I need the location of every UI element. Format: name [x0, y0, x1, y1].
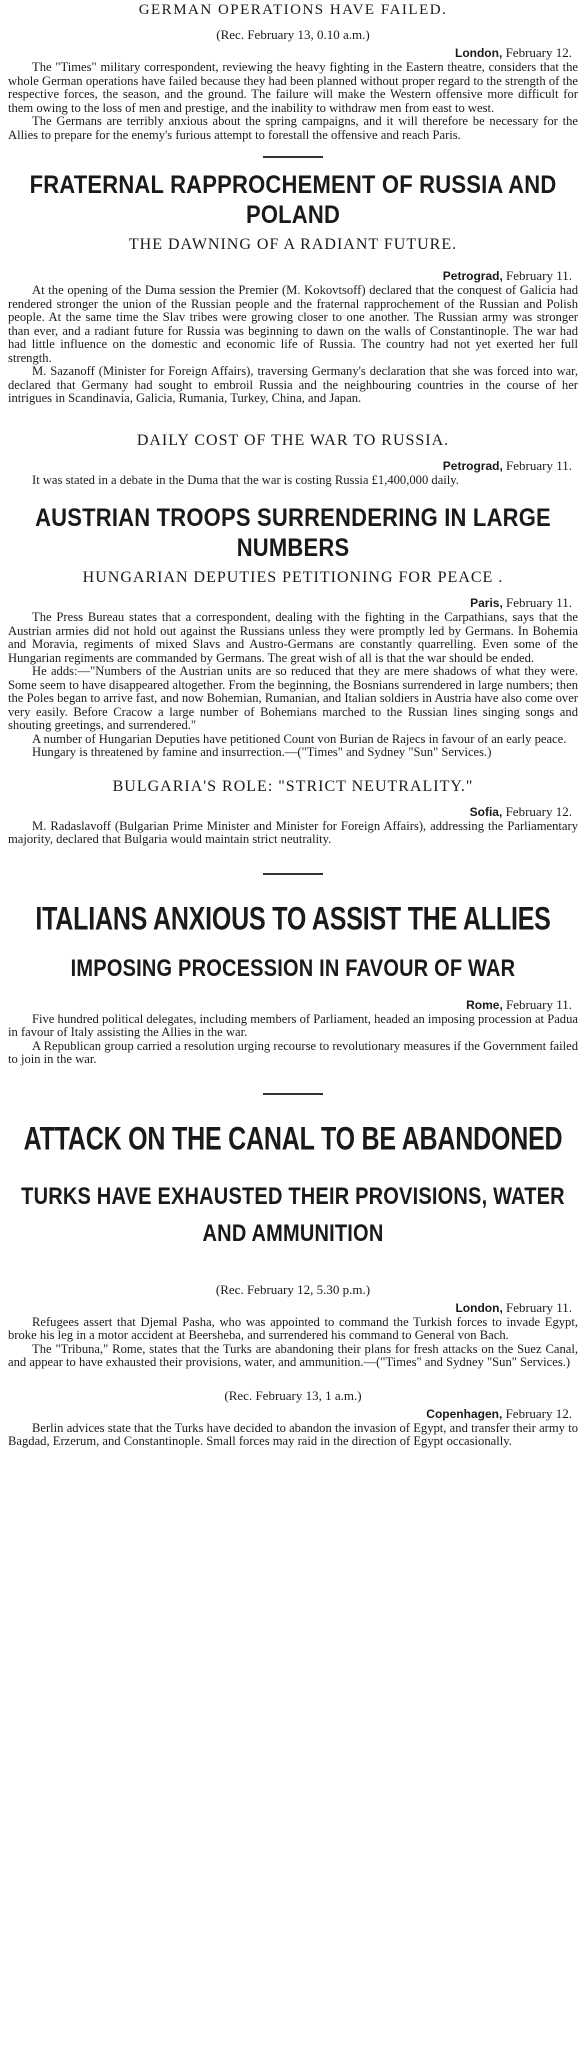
dateline-place: Rome, [466, 997, 503, 1012]
paragraph: Refugees assert that Djemal Pasha, who was appointed to command the Turkish forces to invade Egypt, broke his leg in a motor accident at Beersheba, and surrendered his command to General von Bach. [8, 1314, 578, 1342]
dateline-date: February 12. [505, 1405, 572, 1421]
article-german-operations [0, 2, 586, 142]
dateline-date: February 12. [505, 803, 572, 819]
dateline-place: London, [454, 46, 503, 60]
paragraph: M. Radaslavoff (Bulgarian Prime Minister and Minister for Foreign Affairs), addressing the Parliamentary majority, declared that Bulgaria would maintain strict neutrality. [8, 818, 578, 846]
paragraph: M. Sazanoff (Minister for Foreign Affairs), traversing Germany's declaration that she was forced into war, declared that Germany had sought to embroil Russia and the neighbouring countries in the course of her intrigues in Scandinavia, Galicia, Rumania, Turkey, China, and Japan. [8, 364, 578, 405]
headline: AUSTRIAN TROOPS SURRENDERING IN LARGE NUMBERS [35, 503, 551, 562]
paragraph: It was stated in a debate in the Duma that the war is costing Russia £1,400,000 daily. [32, 472, 459, 487]
article-bulgaria [0, 778, 586, 847]
subheadline: IMPOSING PROCESSION IN FAVOUR OF WAR [70, 955, 516, 982]
dateline [8, 595, 572, 611]
dateline [8, 45, 572, 61]
headline: DAILY COST OF THE WAR TO RUSSIA. [136, 431, 450, 449]
received-time: (Rec. February 12, 5.30 p.m.) [215, 1281, 371, 1297]
paragraph: Berlin advices state that the Turks have decided to abandon the invasion of Egypt, and transfer their army to Bagdad, Erzerum, and Constantinople. Small forces may raid in the direction of Egypt occasionally. [8, 1420, 578, 1448]
subheadline: THE DAWNING OF A RADIANT FUTURE. [128, 236, 458, 253]
dateline-date: February 11. [506, 996, 572, 1012]
dateline [8, 804, 572, 820]
dateline-date: February 11. [506, 1299, 572, 1315]
dateline [8, 1406, 572, 1422]
headline: GERMAN OPERATIONS HAVE FAILED. [138, 2, 448, 18]
article-daily-cost [0, 432, 586, 488]
dateline-place: Petrograd, [442, 458, 503, 473]
dateline-place: London, [455, 1300, 503, 1315]
dateline-date: February 12. [505, 45, 572, 60]
headline: FRATERNAL RAPPROCHEMENT OF RUSSIA AND POLAND [29, 170, 557, 229]
paragraph: The Press Bureau states that a correspondent, dealing with the fighting in the Carpathians, says that the Austrian armies did not hold out against the Russians unless they were promptly led by Germans. In Bohemia and Moravia, regiments of mixed Slavs and Austro-Germans are constantly quarrelling. Even some of the Hungarian regiments are commanded by Germans. The great wish of all is that the war should be ended. [8, 610, 578, 665]
subheadline: HUNGARIAN DEPUTIES PETITIONING FOR PEACE . [82, 569, 504, 586]
paragraph: The "Tribuna," Rome, states that the Turks are abandoning their plans for fresh attacks on the Suez Canal, and appear to have exhausted their provisions, water, and ammunition.—("Times" and Sydney "Sun" Services.) [8, 1341, 578, 1369]
headline: ITALIANS ANXIOUS TO ASSIST THE ALLIES [35, 900, 551, 937]
headline: BULGARIA'S ROLE: "STRICT NEUTRALITY." [112, 777, 474, 795]
dateline-place: Paris, [470, 596, 503, 610]
article-italians [0, 900, 586, 1067]
received-time: (Rec. February 13, 1 a.m.) [224, 1387, 362, 1403]
dateline-date: February 11. [506, 268, 572, 283]
article-russia-poland [0, 170, 586, 406]
dateline-date: February 11. [506, 457, 572, 473]
paragraph: The Germans are terribly anxious about the spring campaigns, and it will therefore be necessary for the Allies to prepare for the enemy's furious attempt to forestall the offensive and reach Paris. [8, 114, 578, 142]
article-canal [0, 1120, 586, 1449]
section-divider [263, 1093, 323, 1095]
dateline [8, 997, 572, 1013]
dateline-place: Petrograd, [442, 269, 503, 283]
headline: ATTACK ON THE CANAL TO BE ABANDONED [23, 1120, 563, 1157]
paragraph: Hungary is threatened by famine and insurrection.—("Times" and Sydney "Sun" Services.) [32, 745, 492, 759]
subheadline-line-2: AND AMMUNITION [202, 1220, 384, 1247]
paragraph: Five hundred political delegates, including members of Parliament, headed an imposing procession at Padua in favour of Italy assisting the Allies in the war. [8, 1011, 578, 1039]
section-divider [263, 156, 323, 158]
dateline-place: Copenhagen, [426, 1406, 503, 1421]
paragraph: He adds:—"Numbers of the Austrian units are so reduced that they are mere shadows of what they were. Some seem to have disappeared altogether. From the beginning, the Bosnians surrendered in large numbers; then the Poles began to arrive fast, and now Bohemian, Rumanian, and Italian soldiers in Austria have also come over very easily. Before Cracow a large number of Bohemians marched to the Russian lines singing songs and shouting greetings, and surrendered." [8, 664, 578, 732]
received-time: (Rec. February 13, 0.10 a.m.) [216, 27, 370, 42]
paragraph: The "Times" military correspondent, reviewing the heavy fighting in the Eastern theatre, considers that the whole German operations have failed because they had been planned without proper regard to the strength of the respective forces, the season, and the ground. The failure will make the Western offensive more difficult for them owing to the loss of men and prestige, and the inability to withdraw men from east to west. [8, 60, 578, 115]
section-divider [263, 873, 323, 875]
dateline-place: Sofia, [469, 804, 503, 819]
dateline-date: February 11. [506, 595, 572, 610]
paragraph: A number of Hungarian Deputies have petitioned Count von Burian de Rajecs in favour of an early peace. [32, 731, 567, 746]
dateline [8, 268, 572, 284]
newspaper-page [0, 2, 586, 2071]
dateline [8, 1300, 572, 1316]
paragraph: At the opening of the Duma session the Premier (M. Kokovtsoff) declared that the conquest of Galicia had rendered stronger the union of the Russian people and the fraternal rapprochement of the Russian and Polish people. At the same time the Slav tribes were growing closer to one another. The Russian army was stronger than ever, and a radiant future for Russia was beginning to dawn on the walls of Constantinople. The war had had little influence on the domestic and economic life of Russia. The country had not yet exerted her full strength. [8, 283, 578, 365]
article-austrian-troops [0, 503, 586, 760]
paragraph: A Republican group carried a resolution urging recourse to revolutionary measures if the Government failed to join in the war. [8, 1038, 578, 1066]
dateline [8, 458, 572, 474]
subheadline-line-1: TURKS HAVE EXHAUSTED THEIR PROVISIONS, WATER [21, 1183, 565, 1210]
